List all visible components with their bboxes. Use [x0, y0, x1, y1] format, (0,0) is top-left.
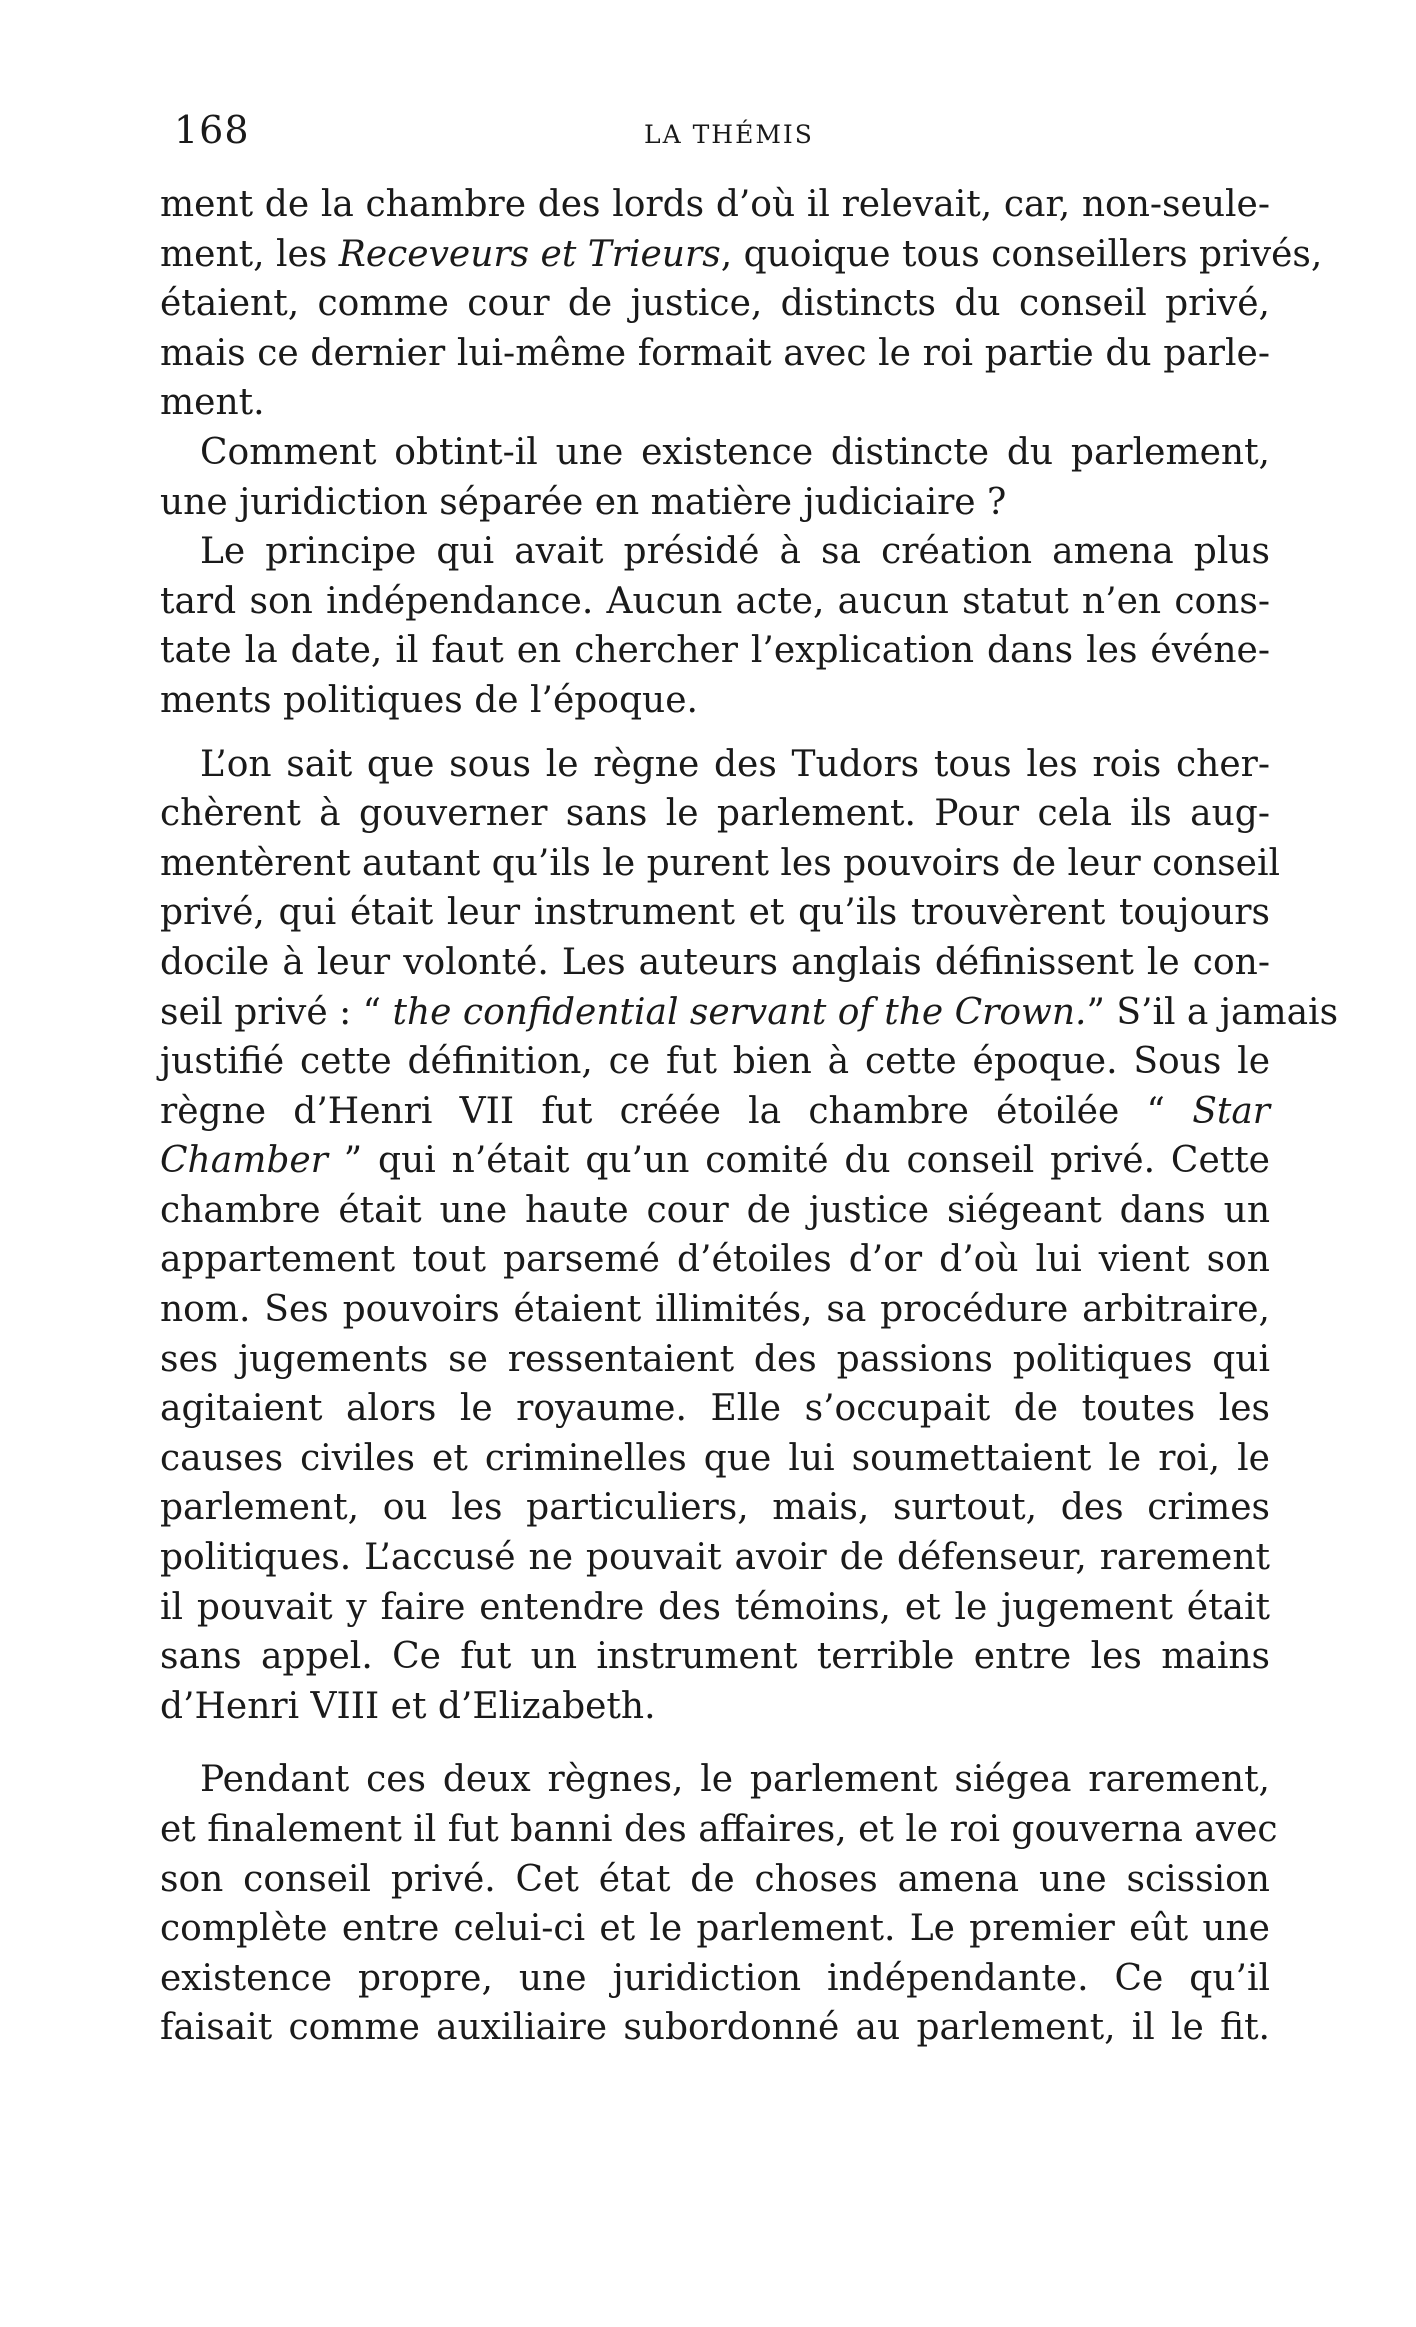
- text-line: son conseil privé. Cet état de choses amena une scission: [160, 1858, 1270, 1900]
- text-line: sans appel. Ce fut un instrument terrible entre les mains: [160, 1636, 1270, 1678]
- text-line: docile à leur volonté. Les auteurs anglais définissent le con-: [160, 941, 1270, 983]
- text-line: d’Henri VIII et d’Elizabeth.: [160, 1685, 656, 1727]
- text-line: ment, les Receveurs et Trieurs, quoique tous conseillers privés,: [160, 233, 1323, 275]
- text-line: ment de la chambre des lords d’où il relevait, car, non-seule-: [160, 184, 1270, 225]
- text-line: L’on sait que sous le règne des Tudors tous les rois cher-: [200, 743, 1270, 785]
- text-line: parlement, ou les particuliers, mais, surtout, des crimes: [160, 1487, 1270, 1529]
- text-line: règne d’Henri VII fut créée la chambre étoilée “ Star: [160, 1090, 1270, 1132]
- text-line: faisait comme auxiliaire subordonné au parlement, il le fit.: [160, 2007, 1270, 2049]
- text-line: une juridiction séparée en matière judiciaire ?: [160, 481, 1007, 523]
- body-text: [160, 180, 1339, 2053]
- text-line: il pouvait y faire entendre des témoins, et le jugement était: [160, 1586, 1270, 1628]
- text-line: ments politiques de l’époque.: [160, 679, 698, 721]
- running-head: [174, 108, 1264, 152]
- text-line: privé, qui était leur instrument et qu’ils trouvèrent toujours: [160, 892, 1270, 934]
- text-line: Chamber ” qui n’était qu’un comité du conseil privé. Cette: [160, 1140, 1270, 1182]
- text-line: appartement tout parsemé d’étoiles d’or d’où lui vient son: [160, 1239, 1270, 1281]
- text-line: Comment obtint-il une existence distincte du parlement,: [200, 431, 1270, 473]
- text-line: ment.: [160, 382, 265, 424]
- text-line: mentèrent autant qu’ils le purent les pouvoirs de leur conseil: [160, 842, 1280, 884]
- italic-term: Chamber: [160, 1140, 328, 1182]
- text-line: tate la date, il faut en chercher l’explication dans les événe-: [160, 630, 1270, 672]
- text-line: politiques. L’accusé ne pouvait avoir de défenseur, rarement: [160, 1537, 1270, 1579]
- text-line: chèrent à gouverner sans le parlement. Pour cela ils aug-: [160, 793, 1270, 835]
- text-line: nom. Ses pouvoirs étaient illimités, sa procédure arbitraire,: [160, 1289, 1270, 1331]
- text-line: mais ce dernier lui-même formait avec le roi partie du parle-: [160, 332, 1270, 374]
- text-line: étaient, comme cour de justice, distincts du conseil privé,: [160, 283, 1270, 325]
- text-line: seil privé : “ the confidential servant of the Crown.” S’il a jamais: [160, 991, 1339, 1033]
- text-line: Pendant ces deux règnes, le parlement siégea rarement,: [200, 1759, 1270, 1801]
- text-line: et finalement il fut banni des affaires, et le roi gouverna avec: [160, 1809, 1278, 1850]
- page-number: 168: [174, 108, 250, 152]
- text-line: agitaient alors le royaume. Elle s’occupait de toutes les: [160, 1388, 1270, 1430]
- text-line: Le principe qui avait présidé à sa création amena plus: [200, 531, 1270, 573]
- text-line: causes civiles et criminelles que lui soumettaient le roi, le: [160, 1437, 1270, 1479]
- text-line: justifié cette définition, ce fut bien à cette époque. Sous le: [160, 1041, 1270, 1083]
- running-title: LA THÉMIS: [644, 120, 814, 149]
- text-line: tard son indépendance. Aucun acte, aucun statut n’en cons-: [160, 580, 1270, 622]
- text-line: chambre était une haute cour de justice siégeant dans un: [160, 1189, 1270, 1231]
- text-line: complète entre celui-ci et le parlement. Le premier eût une: [160, 1908, 1270, 1950]
- text-line: ses jugements se ressentaient des passions politiques qui: [160, 1338, 1270, 1380]
- italic-term: Star: [1192, 1090, 1270, 1132]
- italic-term: Receveurs et Trieurs: [338, 233, 721, 275]
- text-line: existence propre, une juridiction indépendante. Ce qu’il: [160, 1957, 1270, 1999]
- italic-quote: the confidential servant of the Crown.: [392, 991, 1087, 1033]
